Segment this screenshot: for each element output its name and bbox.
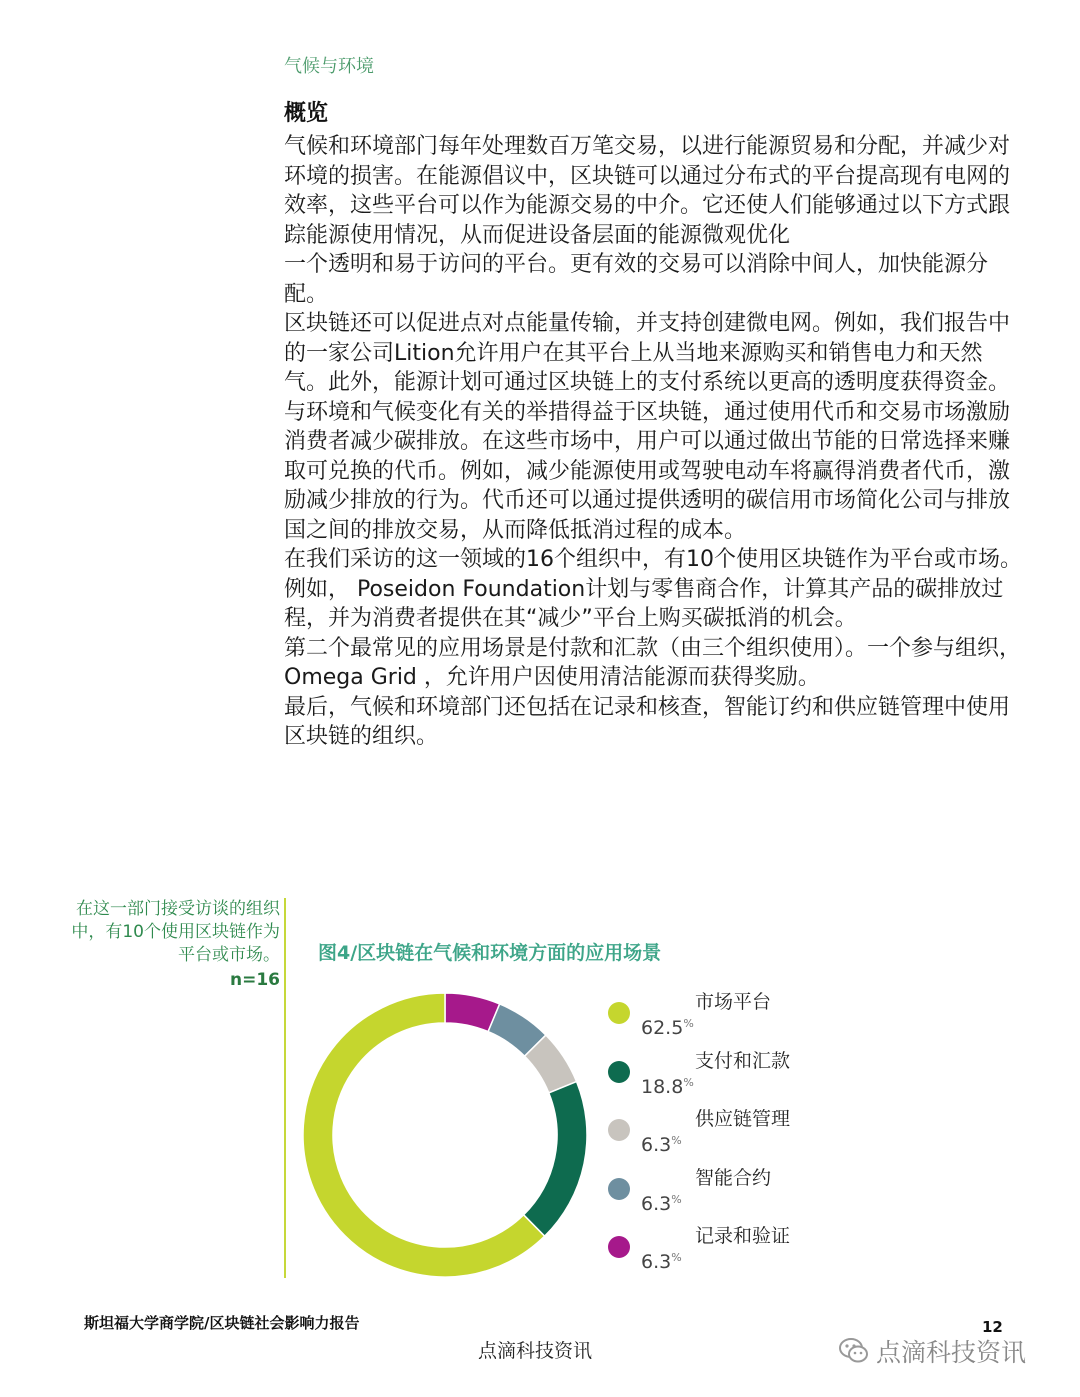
paragraph: 最后，气候和环境部门还包括在记录和核查，智能订约和供应链管理中使用区块链的组织。	[284, 694, 1011, 749]
body-text	[284, 132, 1024, 752]
slice-2	[524, 1082, 587, 1237]
legend-item	[605, 1044, 865, 1103]
watermark-text: 点滴科技资讯	[876, 1338, 1027, 1367]
legend-item	[605, 1161, 865, 1220]
paragraph: 第二个最常见的应用场景是付款和汇款（由三个组织使用）。一个参与组织， Omega Grid ，允许用户因使用清洁能源而获得奖励。	[284, 635, 1022, 690]
legend-label: 记录和验证	[695, 1225, 791, 1248]
legend-label: 支付和汇款	[695, 1049, 791, 1072]
paragraph: 气候和环境部门每年处理数百万笔交易，以进行能源贸易和分配，并减少对环境的损害。在能源倡议中，区块链可以通过分布式的平台提高现有电网的效率，这些平台可以作为能源交易的中介。它还使人们能够通过以下方式跟踪能源使用情况，从而促进设备层面的能源微观优化	[284, 134, 1011, 248]
side-note-text: 在这一部门接受访谈的组织中，有10个使用区块链作为平台或市场。	[71, 899, 280, 965]
sample-size: n=16	[229, 970, 280, 990]
data-label: 62.5%	[641, 1017, 694, 1039]
paragraph: 区块链还可以促进点对点能量传输，并支持创建微电网。例如，我们报告中的一家公司Lition允许用户在其平台上从当地来源购买和销售电力和天然气。此外，能源计划可通过区块链上的支付系统以更高的透明度获得资金。	[284, 311, 1011, 395]
section-label: 气候与环境	[284, 56, 374, 77]
footer-source: 斯坦福大学商学院/区块链社会影响力报告	[84, 1314, 360, 1332]
legend-item	[605, 1219, 865, 1278]
data-label: 6.3%	[641, 1192, 682, 1215]
donut-chart	[290, 980, 600, 1280]
data-label: 18.8%	[641, 1075, 694, 1098]
watermark	[838, 1333, 1026, 1369]
legend-item	[605, 1102, 865, 1161]
footer-caption: 点滴科技资讯	[478, 1340, 593, 1362]
legend-label: 供应链管理	[695, 1108, 791, 1131]
page-heading: 概览	[284, 101, 329, 126]
legend-swatch	[608, 1236, 630, 1258]
side-note	[70, 898, 280, 992]
chart-legend	[605, 985, 865, 1278]
divider-line	[284, 898, 286, 1278]
paragraph: 在我们采访的这一领域的16个组织中，有10个使用区块链作为平台或市场。例如， Poseidon Foundation计划与零售商合作，计算其产品的碳排放过程，并为消费者提供在其“减少”平台上购买碳抵消的机会。	[284, 547, 1022, 631]
wechat-icon	[838, 1335, 870, 1367]
legend-swatch	[608, 1119, 630, 1141]
legend-item	[605, 985, 865, 1044]
figure-title: 图4/区块链在气候和环境方面的应用场景	[318, 942, 662, 964]
legend-swatch	[608, 1061, 630, 1083]
page-number: 12	[982, 1318, 1003, 1336]
paragraph: 一个透明和易于访问的平台。更有效的交易可以消除中间人，加快能源分配。	[284, 252, 989, 307]
data-label: 6.3%	[641, 1251, 682, 1274]
legend-label: 智能合约	[695, 1166, 772, 1189]
paragraph: 与环境和气候变化有关的举措得益于区块链，通过使用代币和交易市场激励消费者减少碳排放。在这些市场中，用户可以通过做出节能的日常选择来赚取可兑换的代币。例如，减少能源使用或驾驶电动车将赢得消费者代币，激励减少排放的行为。代币还可以通过提供透明的碳信用市场简化公司与排放国之间的排放交易，从而降低抵消过程的成本。	[284, 399, 1011, 543]
legend-swatch	[608, 1178, 630, 1200]
data-label: 6.3%	[641, 1134, 682, 1157]
legend-swatch	[608, 1002, 630, 1024]
legend-label: 市场平台	[695, 991, 772, 1013]
